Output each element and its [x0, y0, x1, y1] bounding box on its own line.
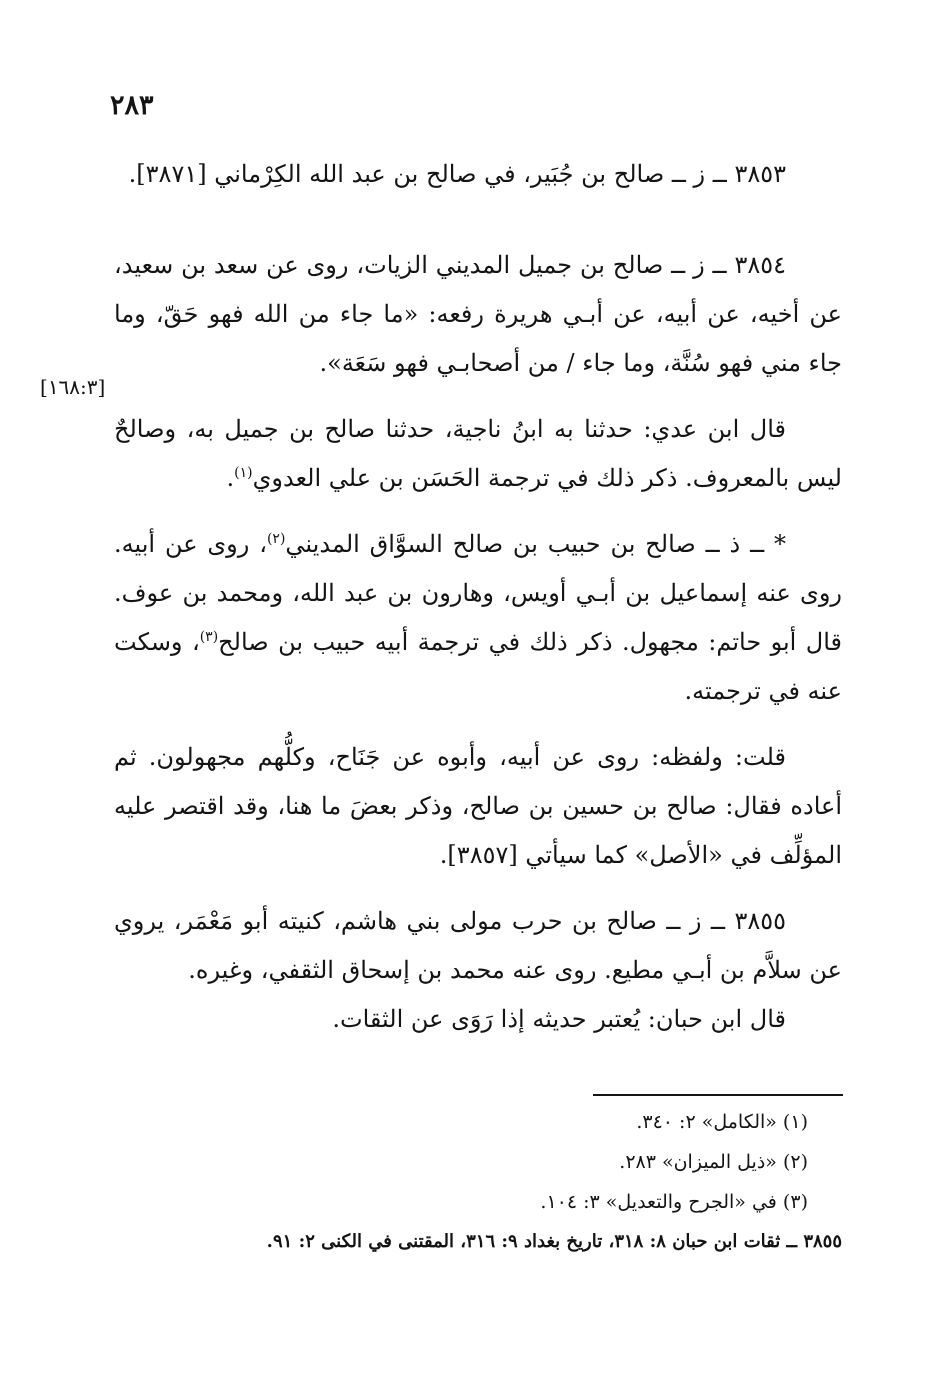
entry-text: قلت: ولفظه: روى عن أبيه، وأبوه عن جَنَاح، وكلُّهم مجهولون. ثم أعاده فقال: صالح بن حسين بن صالح، وذكر بعضَ ما هنا، وقد اقتصر عليه المؤلِّف في «الأصل» كما سيأتي [٣٨٥٧]. [114, 743, 842, 869]
marginal-page-ref: [١٦٨:٣] [40, 375, 106, 399]
entry-text: قال ابن حبان: يُعتبر حديثه إذا رَوَى عن الثقات. [332, 1005, 786, 1033]
entry-text [114, 405, 842, 503]
source-note: ٣٨٥٥ ــ ثقات ابن حبان ٨: ٣١٨، تاريخ بغداد ٩: ٣١٦، المقتنى في الكنى ٢: ٩١. [266, 1231, 842, 1252]
footnote-ref: (١) [234, 465, 253, 481]
footnotes [150, 1102, 842, 1262]
page-number: ٢٨٣ [110, 90, 154, 121]
entry-ibn-adi-note [114, 405, 842, 503]
footnote-1: (١) «الكامل» ٢: ٣٤٠. [636, 1111, 808, 1133]
entry-text-part: * ــ ذ ــ صالح بن حبيب بن صالح السوَّاق المديني [285, 530, 786, 558]
entry-text: ٣٨٥٤ ــ ز ــ صالح بن جميل المديني الزيات، روى عن سعد بن سعيد، عن أخيه، عن أبيه، عن أبـي هريرة رفعه: «ما جاء من الله فهو حَقّ، وما جاء مني فهو سُنَّة، وما جاء / من أصحابـي فهو سَعَة». [114, 251, 842, 377]
footnote-ref: (٣) [199, 629, 219, 645]
entry-3854 [114, 241, 842, 388]
entry-qultu-note [114, 733, 842, 880]
entry-text-part: قال ابن عدي: حدثنا به ابنُ ناجية، حدثنا صالح بن جميل به، وصالحٌ ليس بالمعروف. ذكر ذلك في ترجمة الحَسَن بن علي العدوي [114, 415, 842, 492]
entry-text [114, 520, 842, 716]
page-body [114, 150, 842, 1061]
entry-text-part: . [226, 464, 235, 492]
entry-3855 [114, 897, 842, 995]
entry-3853 [114, 150, 842, 199]
footnote-ref: (٢) [266, 531, 286, 547]
entry-salih-bin-habib [114, 520, 842, 716]
footnote-3: (٣) في «الجرح والتعديل» ٣: ١٠٤. [540, 1191, 808, 1213]
entry-text-part: ، روى عن أبيه. روى عنه إسماعيل بن أبـي أويس، وهارون بن عبد الله، ومحمد بن عوف. قال أبو حاتم: مجهول. ذكر ذلك في ترجمة أبيه حبيب بن صالح [114, 530, 842, 656]
entry-text-part: ، وسكت عنه في ترجمته. [114, 628, 842, 705]
entry-ibn-hibban-note [114, 995, 842, 1044]
entry-text: ٣٨٥٣ ــ ز ــ صالح بن جُبَير، في صالح بن عبد الله الكِرْماني [٣٨٧١]. [128, 160, 786, 188]
footnote-2: (٢) «ذيل الميزان» ٢٨٣. [619, 1151, 808, 1173]
footnote-divider [593, 1094, 843, 1096]
entry-text: ٣٨٥٥ ــ ز ــ صالح بن حرب مولى بني هاشم، كنيته أبو مَعْمَر، يروي عن سلاَّم بن أبـي مطيع. روى عنه محمد بن إسحاق الثقفي، وغيره. [114, 907, 842, 984]
